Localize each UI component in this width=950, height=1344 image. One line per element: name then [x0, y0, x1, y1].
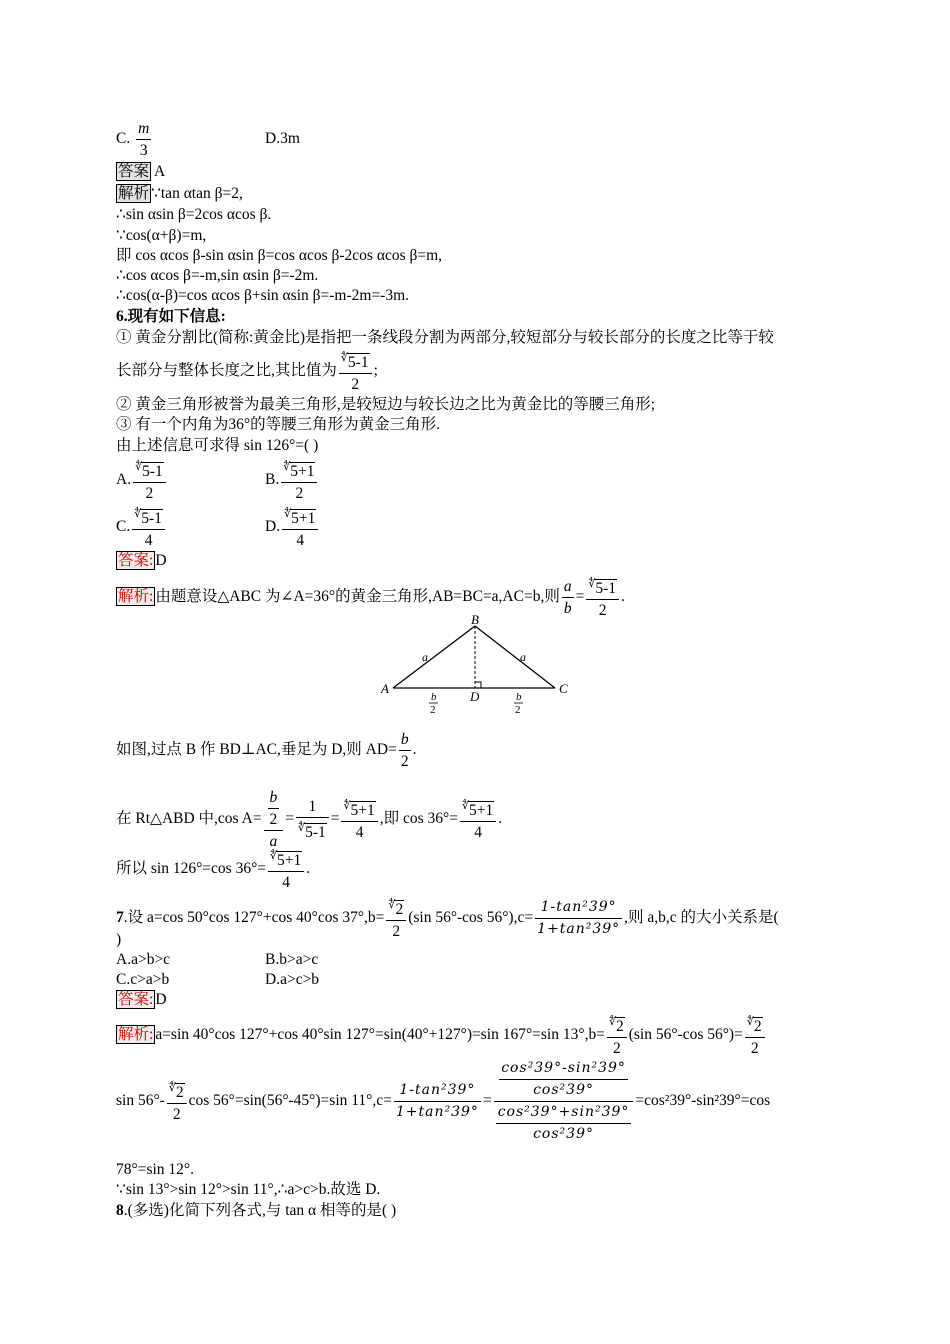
radicand: 5+1 [291, 510, 316, 527]
text: 长部分与整体长度之比,其比值为 [116, 362, 337, 380]
label-b: B [471, 612, 479, 627]
answer-tag: 答案: [118, 991, 154, 1008]
q6-analysis-line-3: 在 Rt△ABD 中,cos A= $\frac{\frac{b}{2}}{a}$ = $\frac{1}{^∜5-1}$ = $\frac{^∜5+1}{4}$ ,即 cos 36°= $\frac{^∜5+1}{4}$ . [116, 789, 503, 850]
frac-den: 4 [282, 874, 291, 891]
q5-answer-line [116, 162, 165, 182]
fraction-tan [535, 897, 622, 940]
frac-den: 4 [144, 532, 153, 549]
frac-num [494, 1058, 634, 1102]
answer-tag: 答案: [118, 552, 154, 569]
text: ,则 a,b,c 的大小关系是( [624, 909, 779, 927]
label-b-half-right-num: b [516, 691, 522, 703]
label-d: D [470, 689, 480, 704]
label-side-a-right: a [520, 650, 526, 664]
fraction-b-over-2 [399, 729, 411, 772]
text: 所以 sin 126°=cos 36°= [116, 860, 267, 878]
q7-analysis-line-2 [116, 1058, 770, 1145]
q6-option-b [265, 457, 319, 504]
q6-analysis-line-1: 解析: 由题意设△ABC 为∠A=36°的黄金三角形,AB=BC=a,AC=b,则 $\frac{a}{b}$ = $\frac{^∜5-1}{2}$ . [116, 574, 625, 621]
q5-step-2: ∴sin αsin β=2cos αcos β. [116, 206, 272, 223]
radicand: 5-1 [595, 580, 617, 597]
right-angle-mark [475, 682, 481, 688]
opt-label: C. [116, 518, 131, 536]
frac-den: 2 [392, 923, 401, 940]
q5-opt-c-label: C. [116, 130, 131, 148]
fraction [282, 504, 318, 551]
frac-num: cos²39°-sin²39° [499, 1058, 628, 1080]
frac-den: 2 [172, 1106, 181, 1123]
text: ,即 cos 36°= [379, 810, 458, 828]
frac-den: a [269, 833, 278, 850]
text: .设 a=cos 50°cos 127°+cos 40°cos 37°,b= [123, 909, 385, 927]
q6-option-d [265, 504, 320, 551]
text: 在 Rt△ABD 中,cos A= [116, 810, 262, 828]
text: .(多选)化简下列各式,与 tan α 相等的是( ) [123, 1202, 397, 1219]
label-b-half-right-den: 2 [515, 704, 521, 716]
frac-den: 1+tan²39° [537, 921, 621, 937]
text: . [306, 860, 311, 878]
q7-option-b: B.b>a>c [265, 951, 319, 968]
compound-fraction [264, 787, 284, 852]
frac-den: 4 [474, 824, 482, 841]
golden-triangle-figure [375, 612, 575, 717]
q7-question-close: ) [116, 931, 122, 948]
q5-step-5: ∴cos αcos β=-m,sin αsin β=-2m. [116, 267, 319, 284]
frac-den: 2 [612, 1040, 621, 1057]
frac-num: 1-tan²39° [535, 897, 622, 919]
text: a=sin 40°cos 127°+cos 40°sin 127°=sin(40°+127°)=sin 167°=sin 13°,b= [155, 1026, 605, 1044]
q6-analysis-line-2 [116, 729, 416, 772]
radicand: 5+1 [350, 802, 375, 819]
analysis-tag: 解析: [118, 588, 154, 606]
frac-num: m [136, 118, 151, 140]
radical-symbol: ∜ [343, 800, 351, 812]
fraction-golden [586, 574, 619, 621]
radical-symbol: ∜ [746, 1016, 754, 1028]
q6-info-1: ① 黄金分割比(简称:黄金比)是指把一条线段分割为两部分,较短部分与较长部分的长度之比等于较 [116, 329, 774, 346]
label-a: A [381, 681, 389, 696]
frac-den: 2 [750, 1040, 759, 1057]
label-side-a-left: a [422, 650, 428, 664]
fraction-m-over-3 [136, 118, 151, 161]
frac-den: 2 [269, 811, 278, 828]
frac-den [494, 1102, 634, 1145]
fraction [496, 1102, 632, 1145]
frac-num [386, 895, 406, 921]
opt-label: A. [116, 471, 132, 489]
answer-tag: 答案 [118, 163, 150, 180]
radical-symbol: ∜ [608, 1016, 616, 1028]
frac-num: 1 [296, 796, 329, 818]
fraction-sqrt2-over-2 [386, 895, 406, 942]
analysis-tag: 解析 [118, 185, 150, 202]
q5-step-1: ∵tan αtan β=2, [151, 185, 243, 202]
frac-num [460, 796, 496, 822]
frac-num [745, 1012, 765, 1038]
frac-den: cos²39° [533, 1126, 594, 1142]
frac-num [341, 796, 377, 822]
q7-analysis-line-1 [116, 1012, 767, 1059]
radical-symbol: ∜ [168, 1082, 176, 1094]
frac-num [586, 574, 619, 600]
radical-symbol: ∜ [283, 461, 291, 473]
radicand: 5+1 [469, 802, 494, 819]
q8-number: 8 [116, 1202, 124, 1219]
radical-symbol: ∜ [340, 352, 348, 364]
text: cos 56°=sin(56°-45°)=sin 11°,c= [188, 1092, 392, 1110]
fraction [268, 846, 304, 893]
text: = [482, 1092, 492, 1110]
text: . [621, 588, 625, 606]
frac-num: a [562, 576, 574, 598]
frac-num [281, 457, 317, 483]
fraction [133, 457, 166, 504]
fraction [132, 504, 165, 551]
frac-num [167, 1078, 187, 1104]
fraction-one-over [296, 796, 329, 843]
q5-option-d: D.3m [265, 130, 300, 147]
radicand: 2 [753, 1018, 762, 1035]
text: ; [373, 362, 378, 380]
q5-step-4: 即 cos αcos β-sin αsin β=cos αcos β-2cos αcos β=m, [116, 247, 443, 264]
radicand: 5+1 [290, 463, 315, 480]
text: sin 56°- [116, 1092, 165, 1110]
frac-den: 1+tan²39° [395, 1104, 479, 1120]
radical-symbol: ∜ [388, 899, 396, 911]
fraction-golden [339, 348, 372, 395]
frac-num [264, 787, 284, 831]
radical-symbol: ∜ [284, 508, 292, 520]
q6-info-2: ② 黄金三角形被誉为最美三角形,是较短边与较长边之比为黄金比的等腰三角形; [116, 396, 656, 413]
label-c: C [559, 681, 568, 696]
text: (sin 56°-cos 56°),c= [408, 909, 534, 927]
frac-num: 1-tan²39° [394, 1080, 481, 1102]
radicand: 5+1 [277, 852, 302, 869]
q5-analysis-line-1 [116, 184, 243, 204]
q6-question: 由上述信息可求得 sin 126°=( ) [116, 437, 319, 454]
radical-symbol: ∜ [134, 508, 142, 520]
radicand: 5-1 [347, 354, 369, 371]
radical-symbol: ∜ [461, 800, 469, 812]
radical-symbol: ∜ [298, 822, 306, 834]
q7-answer-line [116, 990, 167, 1010]
text: . [498, 810, 503, 828]
label-b-half-left-den: 2 [430, 704, 436, 716]
fraction-sqrt2-over-2 [167, 1078, 187, 1125]
frac-num: b [268, 787, 280, 809]
fraction-sqrt2-over-2 [607, 1012, 627, 1059]
frac-den: cos²39° [533, 1082, 594, 1098]
frac-num [607, 1012, 627, 1038]
radicand: 2 [395, 901, 404, 918]
fraction-b-over-2 [268, 787, 280, 830]
q5-option-c [116, 118, 153, 161]
q7-number: 7 [116, 909, 124, 927]
q5-step-3: ∵cos(α+β)=m, [116, 227, 207, 244]
q6-title: 6.现有如下信息: [116, 308, 226, 325]
fraction [499, 1058, 628, 1101]
radicand: 5-1 [305, 824, 326, 841]
q7-option-d: D.a>c>b [265, 971, 320, 988]
label-b-half-left-num: b [431, 691, 437, 703]
text: 如图,过点 B 作 BD⊥AC,垂足为 D,则 AD= [116, 741, 397, 759]
q7-option-a: A.a>b>c [116, 951, 171, 968]
opt-label: D. [265, 518, 281, 536]
frac-den: 2 [598, 602, 607, 619]
q7-answer: D [155, 991, 167, 1008]
frac-num [133, 457, 166, 483]
frac-num [132, 504, 165, 530]
q7-question-line-1 [116, 895, 779, 942]
frac-den: 2 [351, 376, 360, 393]
frac-den: 3 [139, 142, 148, 159]
radicand: 5-1 [142, 463, 163, 480]
frac-den: 2 [145, 485, 154, 502]
radicand: 2 [615, 1018, 624, 1035]
compound-fraction-cos-sin [494, 1058, 634, 1145]
fraction [341, 796, 377, 843]
frac-den: 2 [400, 753, 409, 770]
q6-info-1b [116, 348, 378, 395]
frac-num [282, 504, 318, 530]
text: =cos²39°-sin²39°=cos [635, 1092, 771, 1110]
q7-option-c: C.c>a>b [116, 971, 170, 988]
frac-den: 4 [355, 824, 364, 841]
radicand: 5-1 [141, 510, 162, 527]
radical-symbol: ∜ [135, 461, 143, 473]
text: (sin 56°-cos 56°)= [628, 1026, 743, 1044]
radicand: 2 [175, 1084, 184, 1101]
q6-option-c [116, 504, 167, 551]
q6-info-3: ③ 有一个内角为36°的等腰三角形为黄金三角形. [116, 416, 440, 433]
opt-label: B. [265, 471, 280, 489]
frac-num [268, 846, 304, 872]
frac-den: 2 [295, 485, 304, 502]
q6-option-a [116, 457, 168, 504]
fraction-sqrt2-over-2 [745, 1012, 765, 1059]
radical-symbol: ∜ [270, 850, 278, 862]
text: 由题意设△ABC 为∠A=36°的黄金三角形,AB=BC=a,AC=b,则 [155, 588, 560, 606]
frac-num: b [399, 729, 411, 751]
text: . [412, 741, 417, 759]
q6-answer-line [116, 551, 167, 571]
q7-analysis-line-4: ∵sin 13°>sin 12°>sin 11°,∴a>c>b.故选 D. [116, 1181, 381, 1198]
frac-num [339, 348, 372, 374]
frac-num: cos²39°+sin²39° [496, 1102, 632, 1124]
q6-answer: D [155, 552, 167, 569]
side-ab [393, 626, 475, 688]
analysis-tag: 解析: [118, 1026, 154, 1044]
q7-analysis-line-3: 78°=sin 12°. [116, 1161, 194, 1178]
q5-answer: A [154, 163, 166, 180]
fraction [460, 796, 496, 843]
q6-analysis-line-4 [116, 846, 310, 893]
frac-den: 4 [296, 532, 305, 549]
q5-step-6: ∴cos(α-β)=cos αcos β+sin αsin β=-m-2m=-3m. [116, 287, 410, 304]
frac-den: b [563, 600, 572, 617]
fraction-tan [394, 1080, 481, 1123]
side-bc [475, 626, 555, 688]
radical-symbol: ∜ [588, 578, 596, 590]
q8-question [116, 1201, 396, 1221]
fraction [281, 457, 317, 504]
frac-den [296, 818, 329, 843]
